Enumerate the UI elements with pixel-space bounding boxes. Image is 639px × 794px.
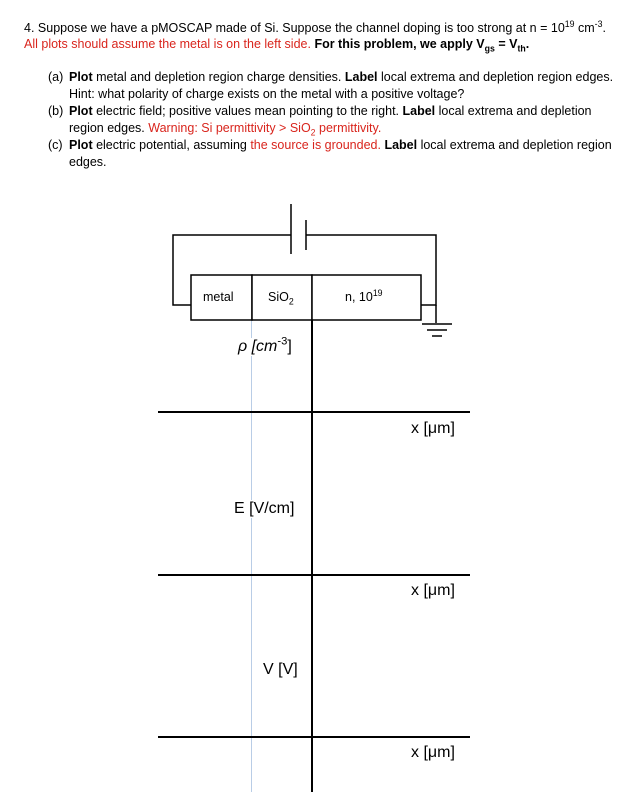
rho-axis-label: ρ $[cm^{-3}]$ [238, 335, 292, 355]
potential-axis-label: V [V] [263, 661, 298, 678]
question-intro: 4. Suppose we have a pMOSCAP made of Si. Suppose the channel doping is too strong at $n = 10^{19}$ $cm^{-3}$. [24, 18, 606, 35]
permittivity-warning: Warning: Si permittivity > SiO$_2$ permittivity. [148, 120, 382, 137]
metal-left-note: All plots should assume the metal is on the left side. [24, 37, 311, 51]
part-c: (c) Plot electric potential, assuming the source is grounded. Label local extrema and depletion region edges. [48, 138, 612, 169]
rho-x-label: x [μm] [411, 420, 455, 437]
ground-icon [422, 324, 452, 336]
metal-label: metal [203, 290, 234, 304]
part-b: (b) Plot electric field; positive values mean pointing to the right. Label local extrema and depletion region edges. Warning: Si permittivity > SiO$_2$ permittivity. [48, 104, 592, 137]
vgs-note: For this problem, we apply $V_{gs} = V_{th}$. [314, 37, 530, 54]
battery-icon [291, 204, 306, 254]
semiconductor-label: n, $10^{19}$ [345, 287, 383, 304]
part-a: (a) Plot metal and depletion region charge densities. Label local extrema and depletion region edges. Hint: what polarity of charge exists on the metal with a positive voltage? [48, 70, 614, 101]
efield-axis-label: E [V/cm] [234, 500, 295, 517]
oxide-label: SiO$_2$ [268, 290, 294, 307]
efield-x-label: x [μm] [411, 582, 455, 599]
potential-x-label: x [μm] [411, 744, 455, 761]
